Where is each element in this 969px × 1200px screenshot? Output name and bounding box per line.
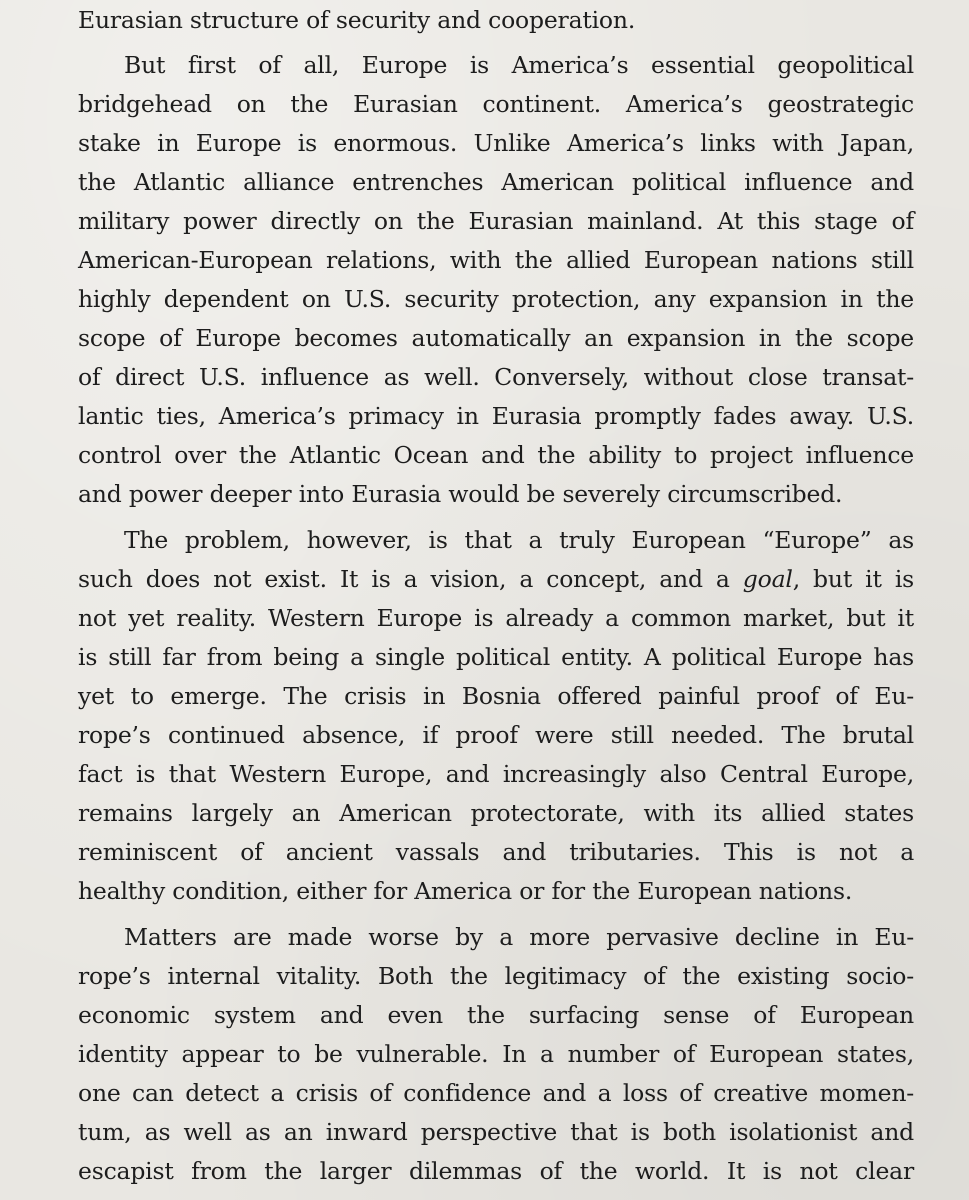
text-line: escapist from the larger dilemmas of the world. It is not clear [78, 1157, 914, 1185]
book-page [78, 0, 914, 1200]
text-line: one can detect a crisis of confidence and a loss of creative momen- [78, 1079, 914, 1107]
text-line: the Atlantic alliance entrenches American political influence and [78, 168, 914, 196]
text-line: tum, as well as an inward perspective that is both isolationist and [78, 1118, 914, 1146]
text-line: bridgehead on the Eurasian continent. America’s geostrategic [78, 90, 914, 118]
text-line: But first of all, Europe is America’s essential geopolitical [124, 51, 914, 79]
text-line: highly dependent on U.S. security protection, any expansion in the [78, 285, 914, 313]
text-line: identity appear to be vulnerable. In a number of European states, [78, 1040, 914, 1068]
text-line: scope of Europe becomes automatically an expansion in the scope [78, 324, 914, 352]
text-line: control over the Atlantic Ocean and the ability to project influence [78, 441, 914, 469]
text-line: Matters are made worse by a more pervasive decline in Eu- [124, 923, 914, 951]
text-line: not yet reality. Western Europe is already a common market, but it [78, 604, 914, 632]
text-line: such does not exist. It is a vision, a concept, and a goal, but it is [78, 565, 914, 593]
text-line: yet to emerge. The crisis in Bosnia offered painful proof of Eu- [78, 682, 914, 710]
text-line: of direct U.S. influence as well. Conversely, without close transat- [78, 363, 914, 391]
text-line: remains largely an American protectorate, with its allied states [78, 799, 914, 827]
text-line: stake in Europe is enormous. Unlike America’s links with Japan, [78, 129, 914, 157]
text-line: rope’s continued absence, if proof were still needed. The brutal [78, 721, 914, 749]
text-line: reminiscent of ancient vassals and tributaries. This is not a [78, 838, 914, 866]
text-line: American-European relations, with the allied European nations still [78, 246, 914, 274]
text-line: rope’s internal vitality. Both the legitimacy of the existing socio- [78, 962, 914, 990]
text-line: healthy condition, either for America or for the European nations. [78, 877, 853, 905]
text-line: economic system and even the surfacing sense of European [78, 1001, 914, 1029]
text-line: Eurasian structure of security and cooperation. [78, 6, 636, 34]
text-line: fact is that Western Europe, and increasingly also Central Europe, [78, 760, 914, 788]
text-line: and power deeper into Eurasia would be severely circumscribed. [78, 480, 843, 508]
text-line: is still far from being a single political entity. A political Europe has [78, 643, 914, 671]
emphasized-word: goal [742, 565, 793, 593]
text-line: The problem, however, is that a truly European “Europe” as [124, 526, 914, 554]
text-line: military power directly on the Eurasian mainland. At this stage of [78, 207, 914, 235]
text-line: lantic ties, America’s primacy in Eurasia promptly fades away. U.S. [78, 402, 914, 430]
